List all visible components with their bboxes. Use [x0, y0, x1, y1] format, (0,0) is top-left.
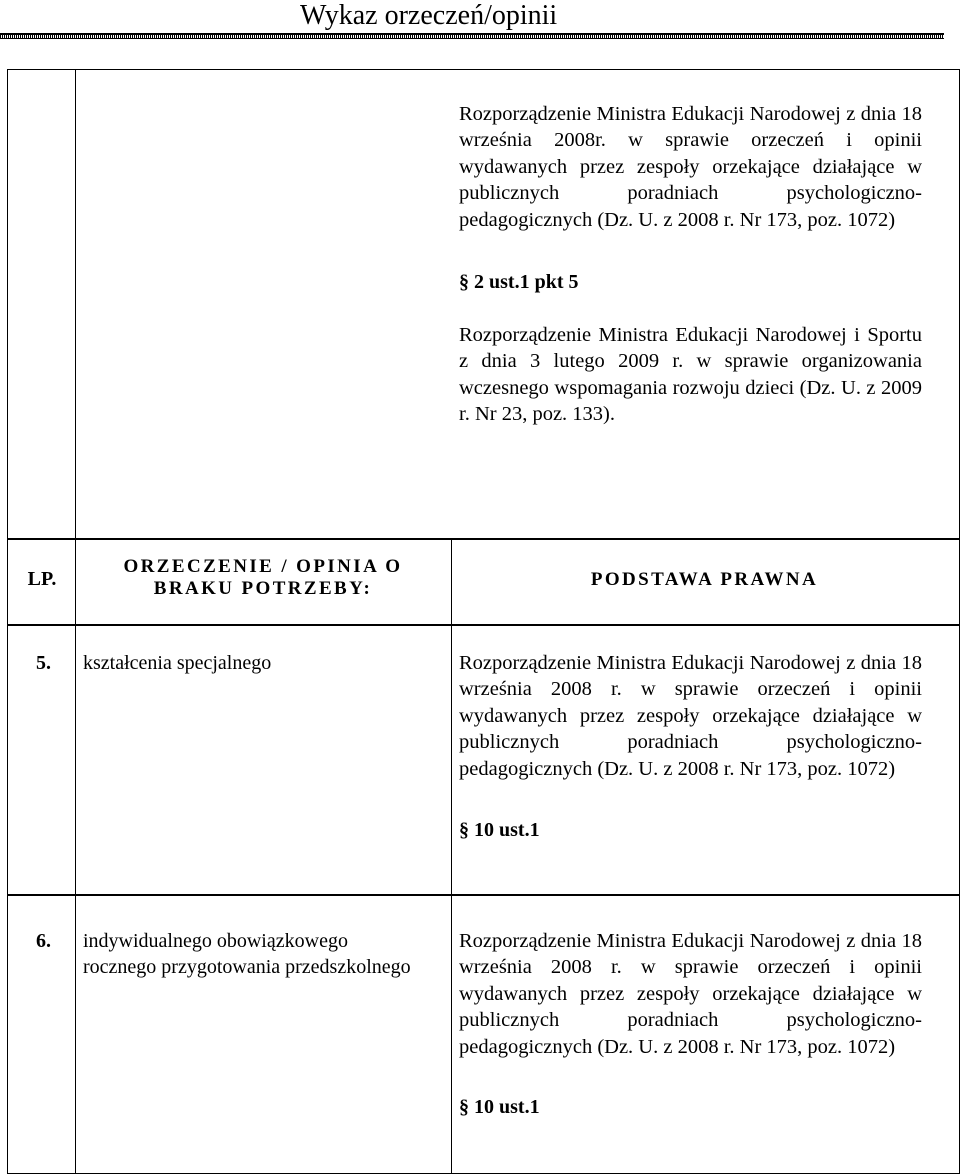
column-divider: [75, 896, 76, 1173]
regulation-citation: (Dz. U. z 2009 r. Nr 23, poz. 133).: [459, 376, 922, 426]
paragraph-reference: § 2 ust.1 pkt 5: [459, 271, 579, 293]
row-paragraph-reference: § 10 ust.1: [459, 819, 540, 841]
legal-basis-paragraph-1: [459, 101, 922, 233]
row-legal-basis: Rozporządzenie Ministra Edukacji Narodowej z dnia 18 września 2008 r. w sprawie orzeczeń i opinii wydawanych przez zespoły orzekające działające w publicznych poradniach psychologiczno-pedagogicznych (Dz. U. z 2008 r. Nr 173, poz. 1072): [459, 930, 922, 1058]
row-number: 6.: [36, 930, 51, 952]
page-title: Wykaz orzeczeń/opinii: [300, 0, 558, 31]
header-podstawa: PODSTAWA PRAWNA: [590, 569, 819, 590]
row-paragraph-reference: § 10 ust.1: [459, 1096, 540, 1118]
column-divider: [451, 626, 452, 894]
column-divider: [75, 70, 76, 538]
regulation-text: Rozporządzenie Ministra Edukacji Narodowej z dnia 18 września 2008r.: [459, 103, 922, 152]
regulation-text: Rozporządzenie Ministra Edukacji Narodowej i Sportu z dnia 3 lutego 2009 r.: [459, 324, 922, 373]
column-divider: [75, 626, 76, 894]
row-legal-basis: Rozporządzenie Ministra Edukacji Narodowej z dnia 18 września 2008 r. w sprawie orzeczeń i opinii wydawanych przez zespoły orzekające działające w publicznych poradniach psychologiczno-pedagogicznych (Dz. U. z 2008 r. Nr 173, poz. 1072): [459, 652, 922, 780]
title-divider: [0, 33, 944, 39]
header-orzeczenie-line-2: BRAKU POTRZEBY:: [153, 578, 373, 599]
header-orzeczenie-line-1: ORZECZENIE / OPINIA O: [123, 556, 403, 577]
regulation-subject: w sprawie organizowania wczesnego wspomagania rozwoju dzieci: [459, 350, 922, 399]
column-divider: [451, 896, 452, 1173]
header-orzeczenie: [76, 556, 450, 600]
row-number: 5.: [36, 652, 51, 674]
legal-basis-paragraph-2: [459, 322, 922, 428]
regulation-subject: w sprawie orzeczeń i opinii wydawanych przez zespoły orzekające działające w publicznych poradniach psychologiczno-pedagogicznych (Dz. U. z 2008 r. Nr 173, poz. 1072): [459, 129, 922, 231]
row-name: kształcenia specjalnego: [83, 652, 272, 674]
header-lp: LP.: [27, 568, 57, 590]
row-name: indywidualnego obowiązkowego rocznego przygotowania przedszkolnego: [83, 930, 411, 979]
